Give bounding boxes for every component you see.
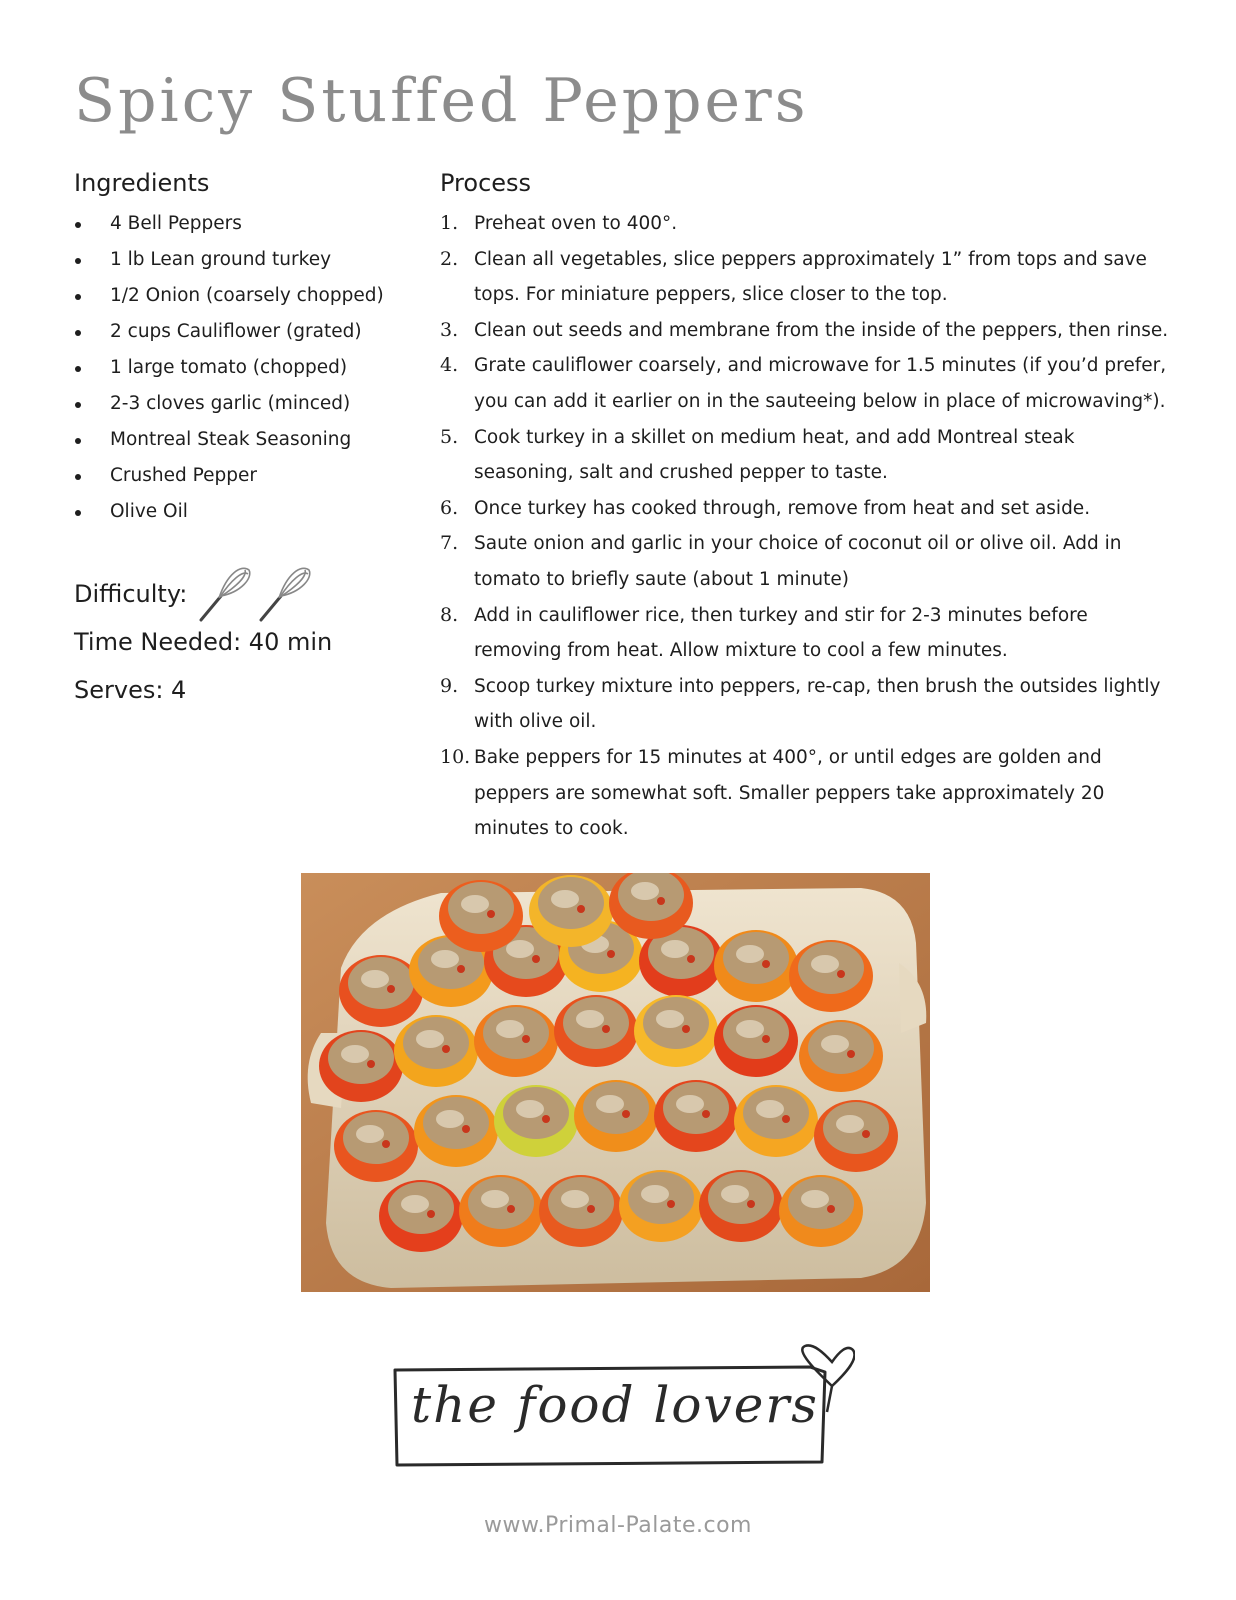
process-section [440, 168, 1170, 847]
process-step [440, 491, 1170, 527]
ingredients-section [74, 168, 414, 530]
ingredient-item: 1/2 Onion (coarsely chopped) [74, 278, 414, 314]
step-text: Clean out seeds and membrane from the inside of the peppers, then rinse. [474, 319, 1169, 341]
step-text: Bake peppers for 15 minutes at 400°, or until edges are golden and peppers are somewhat soft. Smaller peppers take approximately 20 minutes to cook. [474, 746, 1105, 840]
process-steps [440, 206, 1170, 847]
difficulty-label: Difficulty: [74, 580, 188, 608]
process-step [440, 598, 1170, 669]
process-step [440, 206, 1170, 242]
step-number: 2. [440, 247, 459, 270]
step-text: Saute onion and garlic in your choice of coconut oil or olive oil. Add in tomato to briefly saute (about 1 minute) [474, 533, 1122, 590]
recipe-meta [74, 570, 414, 714]
step-text: Once turkey has cooked through, remove from heat and set aside. [474, 497, 1091, 519]
step-number: 9. [440, 674, 459, 697]
ingredient-item: 1 lb Lean ground turkey [74, 242, 414, 278]
process-step [440, 348, 1170, 419]
step-number: 5. [440, 425, 459, 448]
logo-text: the food lovers [411, 1376, 819, 1434]
ingredients-heading: Ingredients [74, 169, 210, 197]
step-number: 10. [440, 745, 471, 768]
whisk-icon [197, 564, 253, 624]
ingredient-item: Olive Oil [74, 494, 414, 530]
step-number: 3. [440, 318, 459, 341]
step-text: Scoop turkey mixture into peppers, re-cap, then brush the outsides lightly with olive oil. [474, 675, 1161, 733]
step-text: Preheat oven to 400°. [474, 213, 678, 234]
step-number: 1. [440, 212, 459, 234]
ingredient-item: 2 cups Cauliflower (grated) [74, 314, 414, 350]
ingredient-item: Crushed Pepper [74, 458, 414, 494]
the-food-lovers-logo [385, 1342, 855, 1472]
ingredient-item: 2-3 cloves garlic (minced) [74, 386, 414, 422]
ingredient-item: 1 large tomato (chopped) [74, 350, 414, 386]
step-text: Add in cauliflower rice, then turkey and stir for 2-3 minutes before removing from heat. Allow mixture to cool a few minutes. [474, 604, 1088, 662]
process-step [440, 242, 1170, 313]
process-heading: Process [440, 169, 532, 197]
whisk-icon [257, 564, 313, 624]
ingredient-item: Montreal Steak Seasoning [74, 422, 414, 458]
process-step [440, 420, 1170, 491]
step-number: 8. [440, 603, 459, 626]
ingredients-list [74, 206, 414, 530]
process-step [440, 669, 1170, 740]
stuffed-peppers-photo [301, 873, 930, 1292]
serves: Serves: 4 [74, 676, 187, 704]
process-step [440, 526, 1170, 597]
footer-url[interactable]: www.Primal-Palate.com [484, 1513, 752, 1538]
step-number: 6. [440, 496, 459, 519]
ingredient-item: 4 Bell Peppers [74, 206, 414, 242]
step-number: 4. [440, 354, 459, 377]
process-step [440, 313, 1170, 349]
step-text: Clean all vegetables, slice peppers approximately 1” from tops and save tops. For miniature peppers, slice closer to the top. [474, 248, 1147, 306]
difficulty-row [74, 570, 414, 618]
page-title: Spicy Stuffed Peppers [74, 66, 809, 136]
step-number: 7. [440, 532, 459, 555]
difficulty-rating [197, 564, 313, 624]
step-text: Grate cauliflower coarsely, and microwave for 1.5 minutes (if you’d prefer, you can add it earlier on in the sauteeing below in place of microwaving*). [474, 355, 1167, 412]
step-text: Cook turkey in a skillet on medium heat, and add Montreal steak seasoning, salt and crushed pepper to taste. [474, 426, 1075, 484]
process-step [440, 740, 1170, 847]
time-needed: Time Needed: 40 min [74, 628, 333, 656]
